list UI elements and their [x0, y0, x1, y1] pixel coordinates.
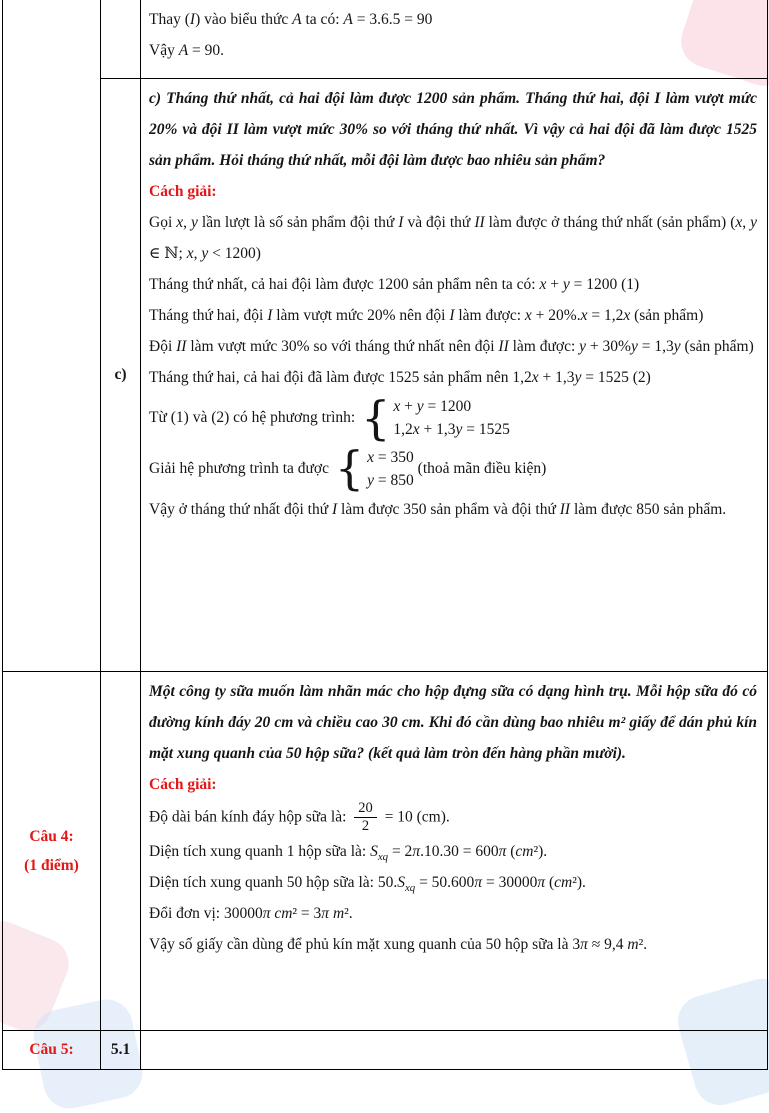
paragraph: Diện tích xung quanh 50 hộp sữa là: $50.S_{xq} = 50.600\pi = 30000\pi$ (cm²). [149, 873, 586, 894]
equation-system: { x = 350 y = 850 [334, 441, 414, 496]
subpart-cell-5-1 [101, 1031, 141, 1070]
paragraph: Giải hệ phương trình ta được { x = 350 y = 850 (thoả mãn điều kiện) [149, 441, 547, 496]
solution-table [2, 0, 768, 1070]
solution-question-5-empty [141, 1031, 768, 1070]
row-part-b-end [3, 0, 768, 79]
paragraph: Tháng thứ nhất, cả hai đội làm được 1200 sản phẩm nên ta có: x + y = 1200 (1) [149, 276, 640, 293]
paragraph: Đội II làm vượt mức 30% so với tháng thứ nhất nên đội II làm được: y + 30%y = 1,3y (sản phẩm) [149, 338, 754, 355]
paragraph: Độ dài bán kính đáy hộp sữa là: $\frac{20}{2}$ = 10 (cm). [149, 800, 450, 835]
row-question-4 [3, 672, 768, 1031]
solution-part-b-end [141, 0, 768, 79]
question-5-label: Câu 5: [29, 1041, 74, 1059]
paragraph: Từ (1) và (2) có hệ phương trình: { x + y = 1200 1,2x + 1,3y = 1525 [149, 390, 510, 445]
paragraph: c) Tháng thứ nhất, cả hai đội làm được 1200 sản phẩm. Tháng thứ hai, đội I làm vượt mức 20% và đội II làm vượt mức 30% so với tháng thứ nhất. Vì vậy cả hai đội đã làm được 1525 sản phẩm. Hỏi tháng thứ nhất, mỗi đội làm được bao nhiêu sản phẩm? [149, 90, 757, 169]
paragraph: Một công ty sữa muốn làm nhãn mác cho hộp đựng sữa có dạng hình trụ. Mỗi hộp sữa đó có đường kính đáy 20 cm và chiều cao 30 cm. Khi đó cần dùng bao nhiêu m² giấy để dán phủ kín mặt xung quanh của 50 hộp sữa? (kết quả làm tròn đến hàng phần mười). [149, 683, 757, 762]
paragraph: Tháng thứ hai, cả hai đội đã làm được 1525 sản phẩm nên 1,2x + 1,3y = 1525 (2) [149, 369, 651, 386]
question-5-label-cell [3, 1031, 101, 1070]
solution-question-4 [141, 672, 768, 1031]
subpart-cell-empty-b [101, 0, 141, 79]
row-part-c [3, 79, 768, 672]
question-label-cell-empty [3, 0, 101, 672]
paragraph: Vậy ở tháng thứ nhất đội thứ I làm được 350 sản phẩm và đội thứ II làm được 850 sản phẩm. [149, 501, 727, 518]
paragraph: Tháng thứ hai, đội I làm vượt mức 20% nên đội I làm được: x + 20%.x = 1,2x (sản phẩm) [149, 307, 704, 324]
fraction: $\frac{20}{2}$ [354, 800, 377, 836]
paragraph: Thay (I) vào biểu thức A ta có: A = 3.6.5 = 90 [149, 11, 433, 28]
paragraph: Cách giải: [149, 183, 217, 200]
equation-system: { x + y = 1200 1,2x + 1,3y = 1525 [361, 390, 510, 445]
paragraph: Gọi x, y lần lượt là số sản phẩm đội thứ I và đội thứ II làm được ở tháng thứ nhất (sản phẩm) (x, y ∈ ℕ; x, y < 1200) [149, 214, 758, 262]
subpart-cell-empty-q4 [101, 672, 141, 1031]
paragraph: Cách giải: [149, 776, 217, 793]
paragraph: Vậy số giấy cần dùng để phủ kín mặt xung quanh của 50 hộp sữa là 3π ≈ 9,4 m². [149, 935, 648, 953]
subpart-c-label: c) [114, 366, 127, 383]
paragraph: Diện tích xung quanh 1 hộp sữa là: $S_{xq} = 2\pi.10.30 = 600\pi$ (cm²). [149, 842, 548, 863]
solution-part-c [141, 79, 768, 672]
paragraph: Vậy A = 90. [149, 42, 225, 59]
question-4-label: Câu 4: [29, 827, 74, 845]
subpart-5-1-label: 5.1 [110, 1041, 131, 1058]
row-question-5 [3, 1031, 768, 1070]
question-4-label-cell [3, 672, 101, 1031]
question-4-points: (1 điểm) [24, 857, 79, 874]
subpart-cell-c [101, 79, 141, 672]
paragraph: Đổi đơn vị: 30000π cm² = 3π m². [149, 904, 353, 922]
